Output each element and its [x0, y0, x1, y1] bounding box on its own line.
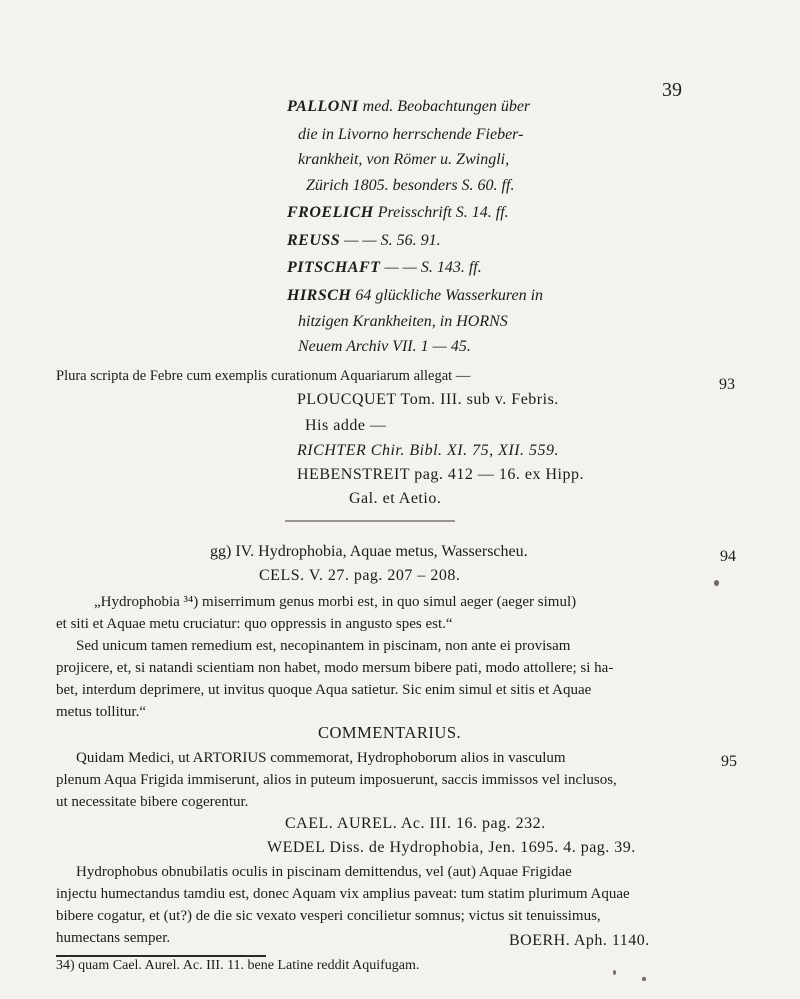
ref-text: Preisschrift S. 14. ff.: [373, 204, 509, 221]
ref-pitschaft: [287, 259, 482, 277]
ref-text: med. Beobachtungen über: [358, 98, 531, 115]
ref-author: PITSCHAFT: [287, 259, 381, 276]
ref-text: 64 glückliche Wasserkuren in: [351, 287, 544, 304]
quote-line: „Hydrophobia ³⁴) miserrimum genus morbi est, in quo simul aeger (aeger simul): [94, 594, 577, 610]
section-divider: [285, 520, 455, 522]
ref-text: — — S. 56. 91.: [340, 232, 441, 249]
ref-froelich: [287, 204, 509, 222]
comm-line: plenum Aqua Frigida immiserunt, alios in puteum imposuerunt, saccis immissos vel inclusos,: [56, 772, 617, 788]
hydro-line: injectu humectandus tamdiu est, donec Aquam vix amplius paveat: tum statim plurimum Aquae: [56, 886, 630, 902]
ref-author: PALLONI: [287, 98, 359, 115]
margin-number: 94: [720, 548, 736, 565]
ref-author: REUSS: [287, 232, 341, 249]
ref-line: hitzigen Krankheiten, in HORNS: [298, 313, 508, 330]
ref-boerh: BOERH. Aph. 1140.: [509, 932, 650, 949]
plura-line: Plura scripta de Febre cum exemplis curationum Aquariarum allegat —: [56, 368, 471, 384]
his-adde: His adde —: [305, 417, 387, 434]
ref-line: krankheit, von Römer u. Zwingli,: [298, 151, 510, 168]
ref-reuss: [287, 232, 441, 250]
section-heading: gg) IV. Hydrophobia, Aquae metus, Wasserscheu.: [210, 543, 528, 560]
ref-palloni: [287, 98, 530, 116]
paper-speck: [714, 580, 719, 586]
quote-line: et siti et Aquae metu cruciatur: quo oppressis in angusto spes est.“: [56, 616, 453, 632]
ref-hebenstreit: HEBENSTREIT pag. 412 — 16. ex Hipp.: [297, 466, 584, 483]
paper-speck: [642, 977, 646, 981]
margin-number: 93: [719, 376, 735, 393]
ref-author: FROELICH: [287, 204, 374, 221]
paper-speck: [613, 970, 616, 975]
ref-richter: RICHTER Chir. Bibl. XI. 75, XII. 559.: [297, 442, 560, 459]
ref-cels: CELS. V. 27. pag. 207 – 208.: [259, 567, 461, 584]
ref-author: HIRSCH: [287, 287, 352, 304]
quote-line: metus tollitur.“: [56, 704, 146, 720]
ref-line: Zürich 1805. besonders S. 60. ff.: [306, 177, 515, 194]
ref-line: die in Livorno herrschende Fieber-: [298, 126, 524, 143]
hydro-line: humectans semper.: [56, 930, 171, 946]
commentarius-heading: COMMENTARIUS.: [318, 723, 462, 742]
ref-hirsch: [287, 287, 543, 305]
footnote: 34) quam Cael. Aurel. Ac. III. 11. bene Latine reddit Aquifugam.: [56, 958, 420, 973]
ref-plocquet: PLOUCQUET Tom. III. sub v. Febris.: [297, 391, 559, 408]
ref-text: — — S. 143. ff.: [380, 259, 482, 276]
hydro-line: Hydrophobus obnubilatis oculis in piscinam demittendus, vel (aut) Aquae Frigidae: [76, 864, 572, 880]
hydro-line: bibere cogatur, et (ut?) de die sic vexato vesperi concilietur somnus; victus sit tenuissimus,: [56, 908, 601, 924]
quote-line: projicere, et, si natandi scientiam non habet, modo mersum bibere pati, modo attollere; si ha-: [56, 660, 614, 676]
comm-line: ut necessitate bibere cogerentur.: [56, 794, 249, 810]
quote-line: Sed unicum tamen remedium est, necopinantem in piscinam, non ante ei provisam: [76, 638, 571, 654]
footnote-rule: [56, 955, 266, 957]
ref-wedel: WEDEL Diss. de Hydrophobia, Jen. 1695. 4. pag. 39.: [267, 839, 636, 856]
ref-cael: CAEL. AUREL. Ac. III. 16. pag. 232.: [285, 815, 546, 832]
comm-line: Quidam Medici, ut ARTORIUS commemorat, Hydrophoborum alios in vasculum: [76, 750, 566, 766]
margin-number: 95: [721, 753, 737, 770]
ref-gal: Gal. et Aetio.: [349, 490, 442, 507]
quote-line: bet, interdum deprimere, ut invitus quoque Aqua satietur. Sic enim simul et sitis et Aquae: [56, 682, 592, 698]
ref-line: Neuem Archiv VII. 1 — 45.: [298, 338, 471, 355]
page-number: 39: [662, 79, 682, 101]
